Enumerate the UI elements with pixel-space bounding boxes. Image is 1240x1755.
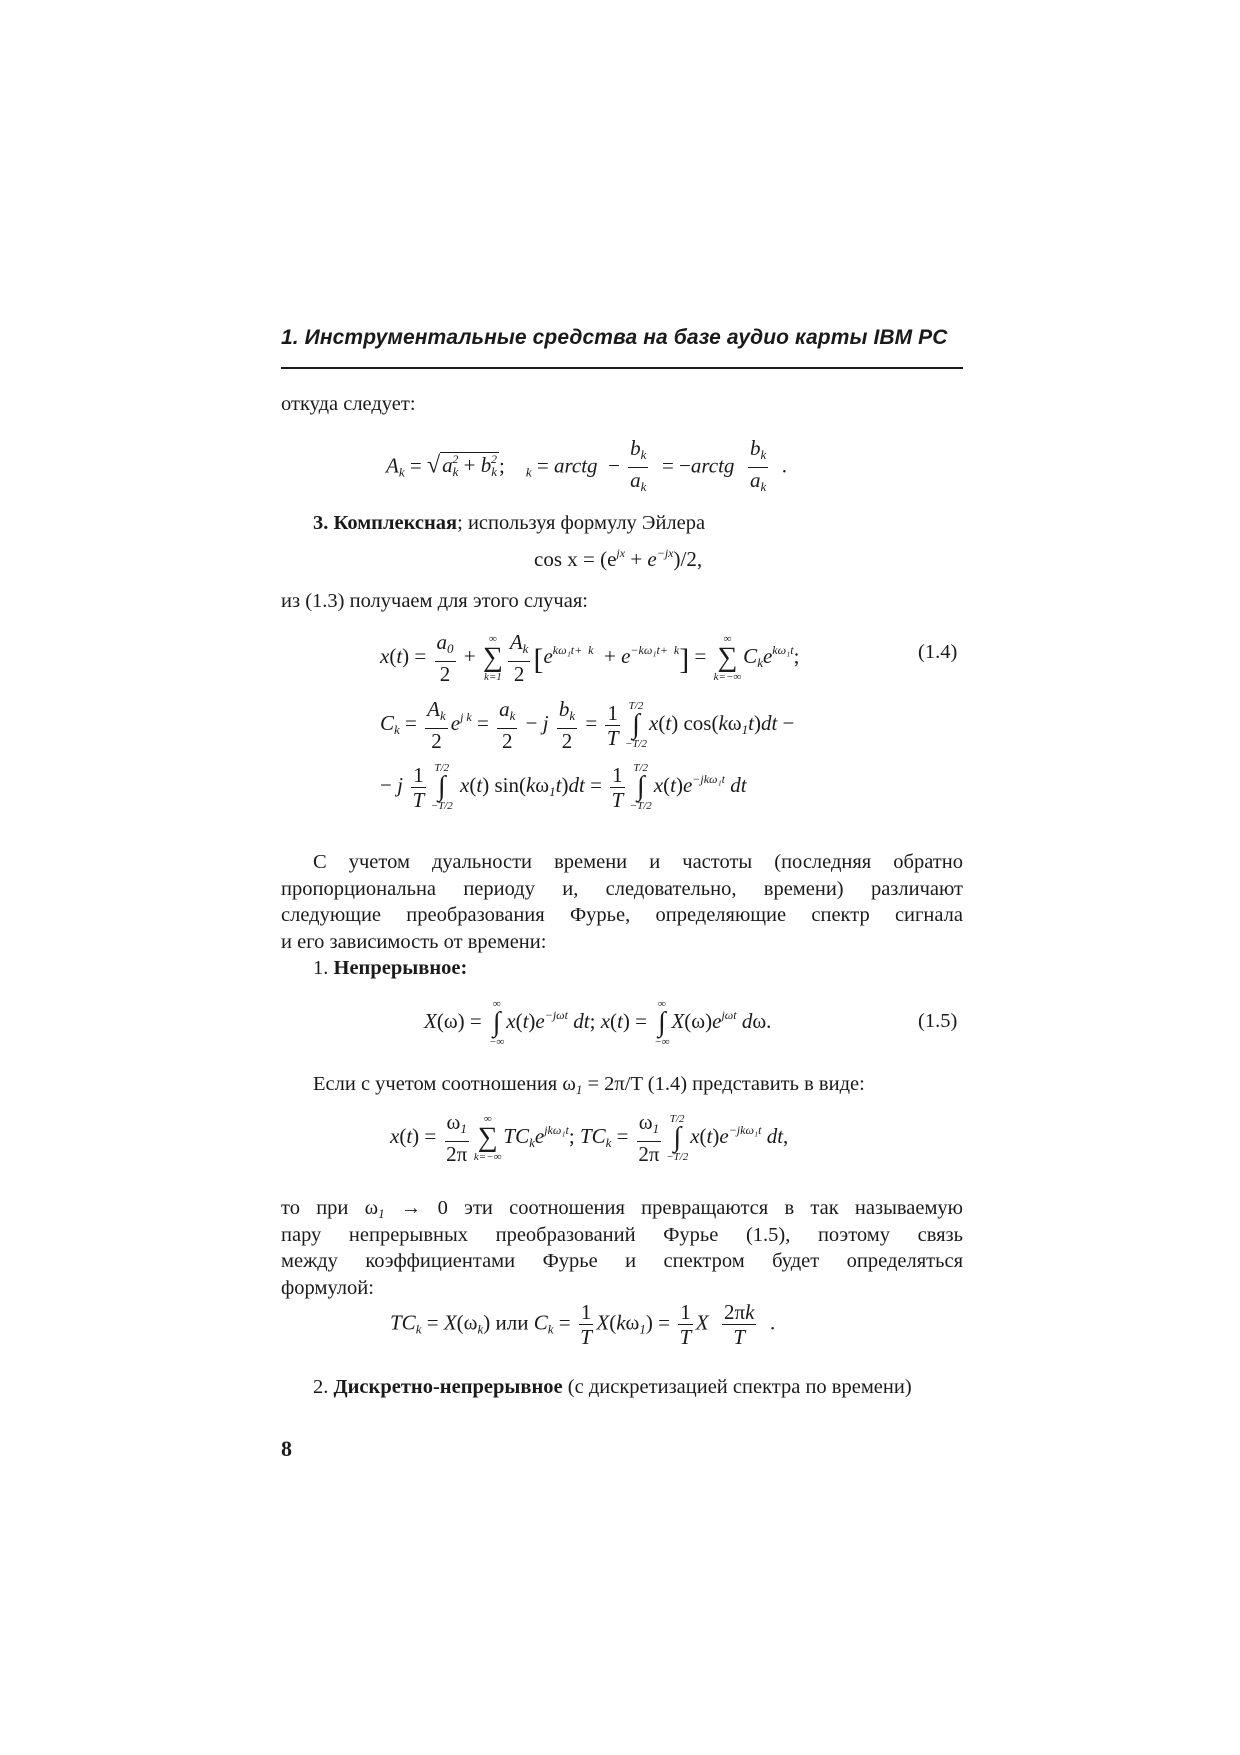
item2-rest: (с дискретизацией спектра по времени) xyxy=(567,1376,912,1398)
paragraph-limit xyxy=(281,1195,963,1301)
item3-line xyxy=(313,510,705,537)
paragraph-line: то при $\omega_1 \to 0$ эти соотношения превращаются в так называемую xyxy=(281,1197,963,1221)
or-word: или xyxy=(495,1310,529,1335)
paragraph-line: между коэффициентами Фурье и спектром будет определяться xyxy=(281,1250,963,1272)
item3-bold: 3. Комплексная xyxy=(313,512,458,534)
equation-1-5: X(ω) = ∞ ∫ −∞ $x(t)e^{-j\omega t}$ dt; x(t) = ∞ ∫ −∞ $X(\omega)e^{j\omega t}$ dω. xyxy=(424,998,772,1048)
paragraph-line: пару непрерывных преобразований Фурье (1.5), поэтому связь xyxy=(281,1223,963,1246)
page-number: 8 xyxy=(281,1436,292,1461)
euler-formula: $\cos x = (e^{jx} + e^{-jx})/2$, xyxy=(534,546,703,571)
equation-number-1-4: (1.4) xyxy=(918,641,958,663)
paragraph-line: пропорциональна периоду и, следовательно, времени) различают xyxy=(281,877,963,900)
equation-amplitude-phase: $A_k = √a_k^2 + b_k^2$; $_k$ = arctg − $\frac{b_k}{a_k}$ = −arctg $\frac{b_k}{a_k}$ . xyxy=(386,436,787,494)
euler-text: cos x = (e xyxy=(534,547,617,571)
equation-tck: x(t) = $\frac{\omega_1}{2\pi}$ ∞ ∑ k=−∞ $TC_ke^{jk\omega_1t}$; $TC_k$ = $\frac{\omega_1}{2\pi}$ T/2 ∫ −T/2 $x(t)e^{-jk\omega_1t}$ dt, xyxy=(390,1110,789,1166)
item1-bold: Непрерывное: xyxy=(333,957,468,979)
paragraph-line: С учетом дуальности времени и частоты (последняя обратно xyxy=(313,851,963,873)
intro-text: откуда следует: xyxy=(281,393,416,415)
header-rule xyxy=(281,367,963,369)
item1-num: 1. xyxy=(313,957,329,979)
equation-1-4: x(t) = $\frac{a_0}{2}$ + ∞ ∑ k=1 $\frac{A_k}{2}$ $[e^{k\omega_1t+ k} + e^{-k\omega_1t+ k}]$ = ∞ ∑ k=−∞ $C_ke^{k\omega_1t}$; xyxy=(380,630,800,686)
paragraph-duality xyxy=(281,849,963,955)
para2-start: то при ω xyxy=(281,1197,379,1219)
item2-bold: Дискретно-непрерывное xyxy=(333,1376,563,1398)
from-1-3-text: из (1.3) получаем для этого случая: xyxy=(281,590,588,612)
paragraph-line: и его зависимость от времени: xyxy=(281,930,547,953)
condition-rest: = 2π/T (1.4) представить в виде: xyxy=(587,1073,865,1095)
item1-line xyxy=(313,955,467,982)
item2-line xyxy=(313,1374,912,1401)
equation-tck-spectrum: $TC_k = X(\omega_k)$ или $C_k$ = $\frac{1}{T}$ $X(k\omega_1)$ = $\frac{1}{T}$ X $\frac{2\pi k}{T}$ . xyxy=(390,1300,776,1349)
paragraph-line: следующие преобразования Фурье, определяющие спектр сигнала xyxy=(281,904,963,926)
condition-line: Если с учетом соотношения $\omega_1 = 2\pi/T$ (1.4) представить в виде: xyxy=(313,1073,865,1097)
condition-text: Если с учетом соотношения ω xyxy=(313,1073,576,1095)
equation-ck-line2: − j $\frac{1}{T}$ T/2 ∫ −T/2 x(t) $\sin(k\omega_1t)dt$ = $\frac{1}{T}$ T/2 ∫ −T/2 $x(t)e^{-jk\omega_1t}$ dt xyxy=(380,762,747,812)
equation-number-1-5: (1.5) xyxy=(918,1010,958,1032)
running-header: 1. Инструментальные средства на базе аудио карты IBM PC xyxy=(281,326,948,349)
equation-ck-line1: $C_k$ = $\frac{A_k}{2}$ $e^{j k}$ = $\frac{a_k}{2}$ − j $\frac{b_k}{2}$ = $\frac{1}{T}$ T/2 ∫ −T/2 x(t) $\cos(k\omega_1t)dt$ − xyxy=(380,697,795,753)
item3-rest: ; используя формулу Эйлера xyxy=(457,512,706,534)
item2-num: 2. xyxy=(313,1376,329,1398)
para2-first-rest: → 0 эти соотношения превращаются в так называемую xyxy=(400,1197,963,1219)
paragraph-line: формулой: xyxy=(281,1276,374,1299)
